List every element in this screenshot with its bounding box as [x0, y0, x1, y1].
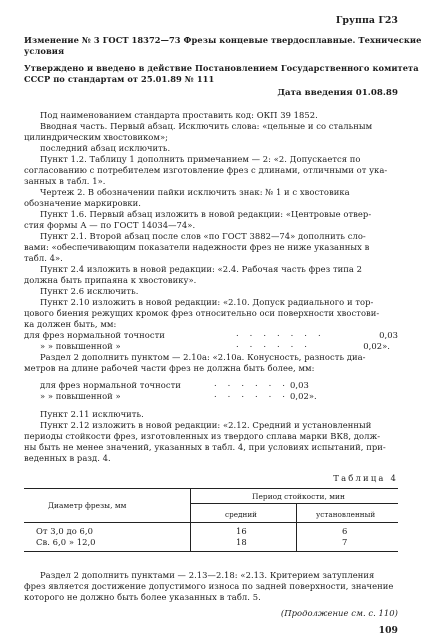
leader-dots: ....... — [236, 328, 332, 338]
continued-note: (Продолжение см. с. 110) — [280, 608, 398, 618]
tolerance-increased-label: » » повышенной » — [40, 341, 121, 351]
taper-normal-value: 0,03 — [290, 380, 309, 390]
table-col-divider — [296, 503, 297, 551]
paragraph-1-6-line2: стия формы А — по ГОСТ 14034—74». — [24, 220, 196, 230]
leader-dots: ...... — [214, 378, 296, 388]
leader-dots: ...... — [236, 339, 318, 349]
paragraph-intro-line1: Вводная часть. Первый абзац. Исключить слова: «цельные и со стальным — [40, 121, 373, 131]
tolerance-normal-label: для фрез нормальной точности — [24, 330, 165, 340]
paragraph-2-10-line1: Пункт 2.10 изложить в новой редакции: «2.10. Допуск радиального и тор- — [40, 297, 374, 307]
table-row-diameter: От 3,0 до 6,0 — [36, 526, 93, 536]
paragraph-last-abzac: последний абзац исключить. — [40, 143, 171, 153]
group-code: Группа Г23 — [335, 15, 398, 26]
taper-normal-label: для фрез нормальной точности — [40, 380, 181, 390]
paragraph-2-12-line4: веденных в разд. 4. — [24, 453, 111, 463]
taper-increased-label: » » повышенной » — [40, 391, 121, 401]
paragraph-2-10a-line1: Раздел 2 дополнить пунктом — 2.10а: «2.10а. Конусность, разность диа- — [40, 352, 366, 362]
paragraph-2-12-line3: ны быть не менее значений, указанных в табл. 4, при условиях испытаний, при- — [24, 442, 386, 452]
paragraph-2-10a-line2: метров на длине рабочей части фрез не должна быть более, мм: — [24, 363, 315, 373]
paragraph-2-10-line2: цового биения режущих кромок фрез относительно оси поверхности хвостови- — [24, 308, 380, 318]
paragraph-2-13-line3: которого не должно быть более указанных в табл. 5. — [24, 592, 261, 602]
paragraph-2-13-line1: Раздел 2 дополнить пунктами — 2.13—2.18: «2.13. Критерием затупления — [40, 570, 375, 580]
tolerance-normal-value: 0,03 — [379, 330, 398, 340]
table-header-set: установленный — [316, 510, 376, 519]
table-row-mean: 16 — [236, 526, 247, 536]
paragraph-drawing-line1: Чертеж 2. В обозначении пайки исключить знак: № 1 и с хвостовика — [40, 187, 350, 197]
table-subheader-rule — [190, 503, 398, 504]
effective-date: Дата введения 01.08.89 — [277, 88, 398, 98]
paragraph-okp: Под наименованием стандарта проставить код: ОКП 39 1852. — [40, 110, 318, 120]
amendment-title-line1: Изменение № 3 ГОСТ 18372—73 Фрезы концевые твердосплавные. Технические — [24, 35, 422, 45]
table-header-period: Период стойкости, мин — [252, 492, 345, 501]
table-top-rule — [24, 488, 398, 489]
paragraph-drawing-line2: обозначение маркировки. — [24, 198, 141, 208]
table-header-diameter: Диаметр фрезы, мм — [48, 501, 127, 510]
paragraph-2-6: Пункт 2.6 исключить. — [40, 286, 139, 296]
paragraph-2-1-line2: вами: «обеспечивающим показатели надежности фрез не ниже указанных в — [24, 242, 370, 252]
table-col-divider — [190, 488, 191, 551]
paragraph-2-4-line2: должна быть припаяна к хвостовику». — [24, 275, 197, 285]
table-row-set: 7 — [342, 537, 348, 547]
paragraph-2-13-line2: фрез является достижение допустимого износа по задней поверхности, значение — [24, 581, 394, 591]
paragraph-2-1-line3: табл. 4». — [24, 253, 63, 263]
approval-line2: СССР по стандартам от 25.01.89 № 111 — [24, 74, 215, 84]
taper-increased-value: 0,02». — [290, 391, 317, 401]
table-row-mean: 18 — [236, 537, 247, 547]
paragraph-2-10-line3: ка должен быть, мм: — [24, 319, 117, 329]
paragraph-1-2-line2: согласованию с потребителем изготовление фрез с длинами, отличными от ука- — [24, 165, 388, 175]
approval-line1: Утверждено и введено в действие Постановлением Государственного комитета — [24, 63, 419, 73]
paragraph-2-11: Пункт 2.11 исключить. — [40, 409, 144, 419]
paragraph-1-2-line1: Пункт 1.2. Таблицу 1 дополнить примечанием — 2: «2. Допускается по — [40, 154, 361, 164]
table-header-mean: средний — [225, 510, 258, 519]
amendment-title-line2: условия — [24, 46, 65, 56]
paragraph-2-4-line1: Пункт 2.4 изложить в новой редакции: «2.4. Рабочая часть фрез типа 2 — [40, 264, 363, 274]
paragraph-1-6-line1: Пункт 1.6. Первый абзац изложить в новой редакции: «Центровые отвер- — [40, 209, 372, 219]
table-header-rule — [24, 522, 398, 523]
page-number: 109 — [378, 625, 398, 636]
table-bottom-rule — [24, 551, 398, 552]
paragraph-2-12-line2: периоды стойкости фрез, изготовленных из твердого сплава марки ВК8, долж- — [24, 431, 381, 441]
paragraph-2-1-line1: Пункт 2.1. Второй абзац после слов «по ГОСТ 3882—74» дополнить сло- — [40, 231, 366, 241]
table-row-set: 6 — [342, 526, 348, 536]
table-row-diameter: Св. 6,0 » 12,0 — [36, 537, 96, 547]
paragraph-1-2-line3: занных в табл. 1». — [24, 176, 106, 186]
paragraph-intro-line2: цилиндрическим хвостовиком»; — [24, 132, 169, 142]
paragraph-2-12-line1: Пункт 2.12 изложить в новой редакции: «2.12. Средний и установленный — [40, 420, 372, 430]
leader-dots: ...... — [214, 389, 296, 399]
tolerance-increased-value: 0,02». — [363, 341, 390, 351]
table-caption: Таблица 4 — [333, 473, 398, 483]
